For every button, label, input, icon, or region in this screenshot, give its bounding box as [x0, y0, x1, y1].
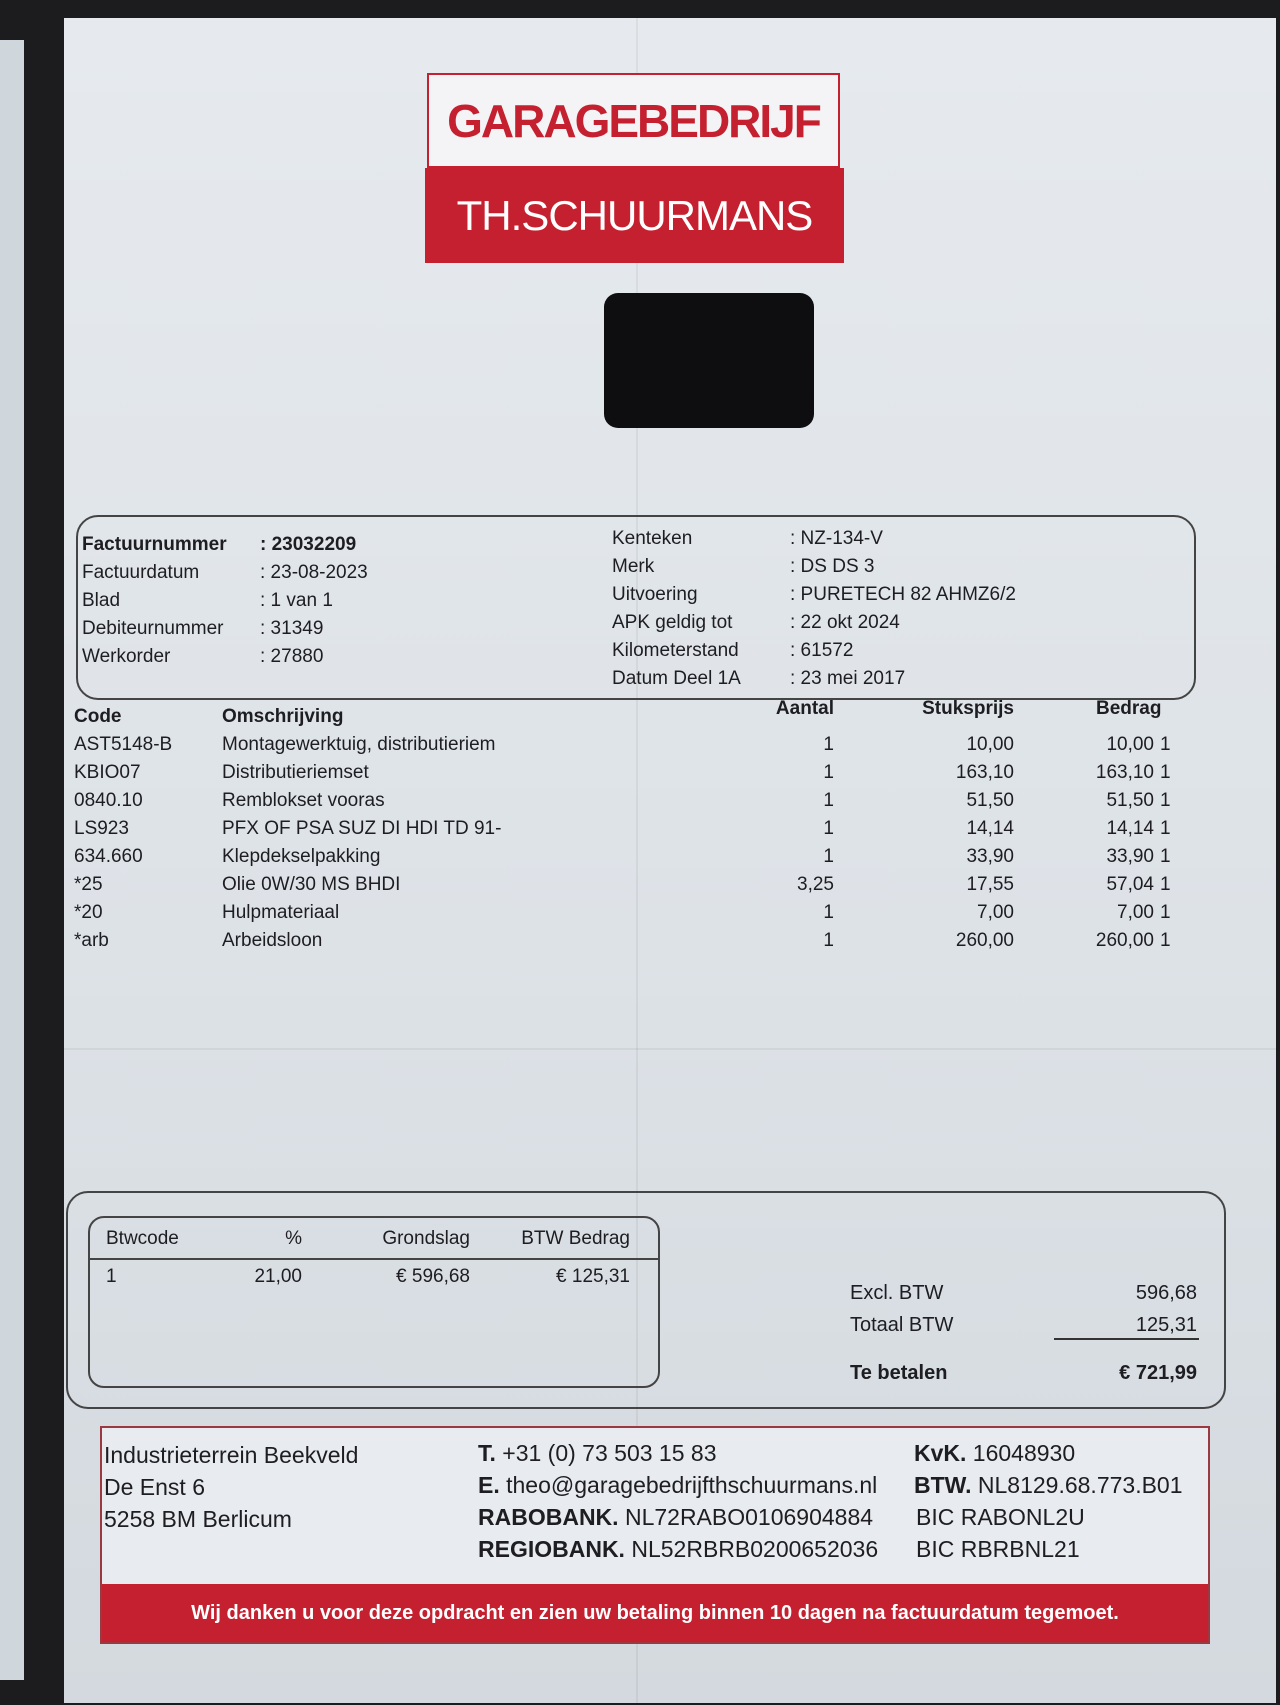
cell-amount: 7,00: [1117, 902, 1154, 923]
cell-code: *arb: [74, 930, 109, 951]
vat-header-percentage: %: [285, 1228, 302, 1249]
line-items-table: [74, 698, 1214, 958]
email-address: theo@garagebedrijfthschuurmans.nl: [506, 1472, 878, 1498]
btw-label: BTW.: [914, 1472, 972, 1498]
cell-vat-code: 1: [1160, 902, 1171, 923]
info-label: Werkorder: [82, 646, 171, 667]
amount-due-label: Te betalen: [850, 1362, 948, 1384]
email-line: [478, 1472, 877, 1499]
table-row: [74, 874, 1214, 902]
vat-base: € 596,68: [396, 1266, 470, 1287]
info-invoice-date: [82, 562, 368, 590]
info-value: : 22 okt 2024: [790, 612, 900, 633]
cell-code: AST5148-B: [74, 734, 173, 755]
cell-code: LS923: [74, 818, 129, 839]
cell-unit-price: 14,14: [966, 818, 1014, 839]
cell-quantity: 3,25: [797, 874, 834, 895]
vat-percentage: 21,00: [254, 1266, 302, 1287]
cell-quantity: 1: [823, 762, 834, 783]
cell-vat-code: 1: [1160, 930, 1171, 951]
vat-header-amount: BTW Bedrag: [521, 1228, 630, 1249]
info-label: Datum Deel 1A: [612, 668, 741, 689]
bank2-iban: NL52RBRB0200652036: [631, 1536, 879, 1562]
cell-quantity: 1: [823, 902, 834, 923]
info-value: : 23 mei 2017: [790, 668, 906, 689]
table-row: [74, 818, 1214, 846]
cell-amount: 57,04: [1106, 874, 1154, 895]
info-mileage: [612, 640, 1016, 668]
cell-vat-code: 1: [1160, 790, 1171, 811]
cell-amount: 260,00: [1095, 930, 1154, 951]
table-row: [74, 846, 1214, 874]
cell-vat-code: 1: [1160, 734, 1171, 755]
header-unit-price: Stuksprijs: [922, 698, 1014, 719]
vat-breakdown-table: [88, 1216, 660, 1388]
excl-vat-label: Excl. BTW: [850, 1282, 944, 1304]
cell-unit-price: 7,00: [977, 902, 1014, 923]
info-value: : PURETECH 82 AHMZ6/2: [790, 584, 1016, 605]
info-value: : 23032209: [260, 534, 357, 555]
excl-vat-value: 596,68: [1135, 1282, 1197, 1304]
cell-code: 0840.10: [74, 790, 143, 811]
info-value: : 31349: [260, 618, 324, 639]
info-invoice-number: [82, 534, 368, 562]
info-variant: [612, 584, 1016, 612]
vehicle-info: [612, 528, 1016, 696]
vat-row: [90, 1266, 658, 1296]
info-label: Uitvoering: [612, 584, 698, 605]
bic1: BIC RABONL2U: [916, 1504, 1085, 1530]
cell-vat-code: 1: [1160, 762, 1171, 783]
cell-description: Olie 0W/30 MS BHDI: [222, 874, 401, 895]
vat-header-base: Grondslag: [382, 1228, 470, 1249]
cell-unit-price: 51,50: [966, 790, 1014, 811]
info-value: : 23-08-2023: [260, 562, 368, 583]
invoice-sheet: [64, 18, 1276, 1703]
cell-code: KBIO07: [74, 762, 141, 783]
phone-line: [478, 1440, 716, 1467]
table-row: [74, 734, 1214, 762]
kvk-line: [914, 1440, 1075, 1467]
cell-quantity: 1: [823, 734, 834, 755]
vat-header: [90, 1218, 658, 1260]
total-vat-value: 125,31: [1135, 1314, 1197, 1336]
header-amount: Bedrag: [1096, 698, 1162, 719]
table-row: [74, 930, 1214, 958]
cell-description: PFX OF PSA SUZ DI HDI TD 91-: [222, 818, 502, 839]
cell-description: Hulpmateriaal: [222, 902, 340, 923]
btw-line: [914, 1472, 1183, 1499]
logo-line-2: TH.SCHUURMANS: [425, 168, 844, 263]
company-logo: [425, 73, 844, 265]
info-label: Merk: [612, 556, 655, 577]
cell-code: *25: [74, 874, 103, 895]
info-label: Kenteken: [612, 528, 693, 549]
vat-code: 1: [106, 1266, 117, 1287]
info-registration-date: [612, 668, 1016, 696]
cell-vat-code: 1: [1160, 818, 1171, 839]
vat-header-code: Btwcode: [106, 1228, 179, 1249]
cell-unit-price: 260,00: [955, 930, 1014, 951]
paper-fold-horizontal: [64, 1048, 1276, 1050]
info-page: [82, 590, 368, 618]
company-footer: [100, 1426, 1210, 1644]
info-debtor-number: [82, 618, 368, 646]
cell-code: *20: [74, 902, 103, 923]
btw-number: NL8129.68.773.B01: [977, 1472, 1183, 1498]
bank2-line: [478, 1536, 878, 1563]
cell-unit-price: 163,10: [955, 762, 1014, 783]
cell-amount: 163,10: [1095, 762, 1154, 783]
total-vat-label: Totaal BTW: [850, 1314, 954, 1336]
info-value: : NZ-134-V: [790, 528, 883, 549]
address-line-1: Industrieterrein Beekveld: [104, 1442, 359, 1468]
vat-amount: € 125,31: [556, 1266, 630, 1287]
cell-description: Klepdekselpakking: [222, 846, 381, 867]
info-apk: [612, 612, 1016, 640]
cell-description: Arbeidsloon: [222, 930, 323, 951]
cell-amount: 14,14: [1106, 818, 1154, 839]
cell-amount: 10,00: [1106, 734, 1154, 755]
header-quantity: Aantal: [775, 698, 834, 719]
info-label: Debiteurnummer: [82, 618, 224, 639]
info-value: : 1 van 1: [260, 590, 333, 611]
cell-vat-code: 1: [1160, 874, 1171, 895]
bic2: BIC RBRBNL21: [916, 1536, 1080, 1562]
kvk-label: KvK.: [914, 1440, 967, 1466]
bank2-label: REGIOBANK.: [478, 1536, 625, 1562]
info-value: : DS DS 3: [790, 556, 875, 577]
phone-label: T.: [478, 1440, 496, 1466]
adjacent-page-edge: [0, 40, 24, 1680]
cell-vat-code: 1: [1160, 846, 1171, 867]
info-label: Factuurnummer: [82, 534, 227, 555]
bank1-line: [478, 1504, 873, 1531]
bank1-iban: NL72RABO0106904884: [624, 1504, 874, 1530]
cell-unit-price: 10,00: [966, 734, 1014, 755]
cell-unit-price: 17,55: [966, 874, 1014, 895]
cell-quantity: 1: [823, 790, 834, 811]
thank-you-banner: [102, 1584, 1208, 1642]
cell-description: Montagewerktuig, distributieriem: [222, 734, 496, 755]
total-divider: [1054, 1338, 1199, 1340]
amount-due-value: € 721,99: [1119, 1362, 1197, 1384]
cell-amount: 33,90: [1106, 846, 1154, 867]
info-label: APK geldig tot: [612, 612, 733, 633]
address-line-3: 5258 BM Berlicum: [104, 1506, 292, 1532]
line-items-header: [74, 698, 1214, 734]
table-row: [74, 902, 1214, 930]
header-code: Code: [74, 706, 122, 727]
phone-number: +31 (0) 73 503 15 83: [502, 1440, 717, 1466]
address-line-2: De Enst 6: [104, 1474, 205, 1500]
cell-unit-price: 33,90: [966, 846, 1014, 867]
info-make: [612, 556, 1016, 584]
table-row: [74, 790, 1214, 818]
cell-quantity: 1: [823, 818, 834, 839]
cell-description: Remblokset vooras: [222, 790, 385, 811]
info-label: Kilometerstand: [612, 640, 739, 661]
table-row: [74, 762, 1214, 790]
cell-quantity: 1: [823, 930, 834, 951]
thank-you-text: Wij danken u voor deze opdracht en zien uw betaling binnen 10 dagen na factuurdatum tegemoet.: [191, 1601, 1119, 1624]
info-plate: [612, 528, 1016, 556]
redacted-customer-address: [604, 293, 814, 428]
cell-code: 634.660: [74, 846, 143, 867]
bank1-label: RABOBANK.: [478, 1504, 619, 1530]
info-label: Blad: [82, 590, 121, 611]
header-description: Omschrijving: [222, 706, 344, 727]
cell-quantity: 1: [823, 846, 834, 867]
kvk-number: 16048930: [972, 1440, 1076, 1466]
info-value: : 61572: [790, 640, 854, 661]
logo-line-1: GARAGEBEDRIJF: [427, 73, 840, 168]
invoice-info-left: [82, 534, 368, 674]
email-label: E.: [478, 1472, 500, 1498]
info-work-order: [82, 646, 368, 674]
cell-amount: 51,50: [1106, 790, 1154, 811]
info-label: Factuurdatum: [82, 562, 200, 583]
cell-description: Distributieriemset: [222, 762, 369, 783]
info-value: : 27880: [260, 646, 324, 667]
